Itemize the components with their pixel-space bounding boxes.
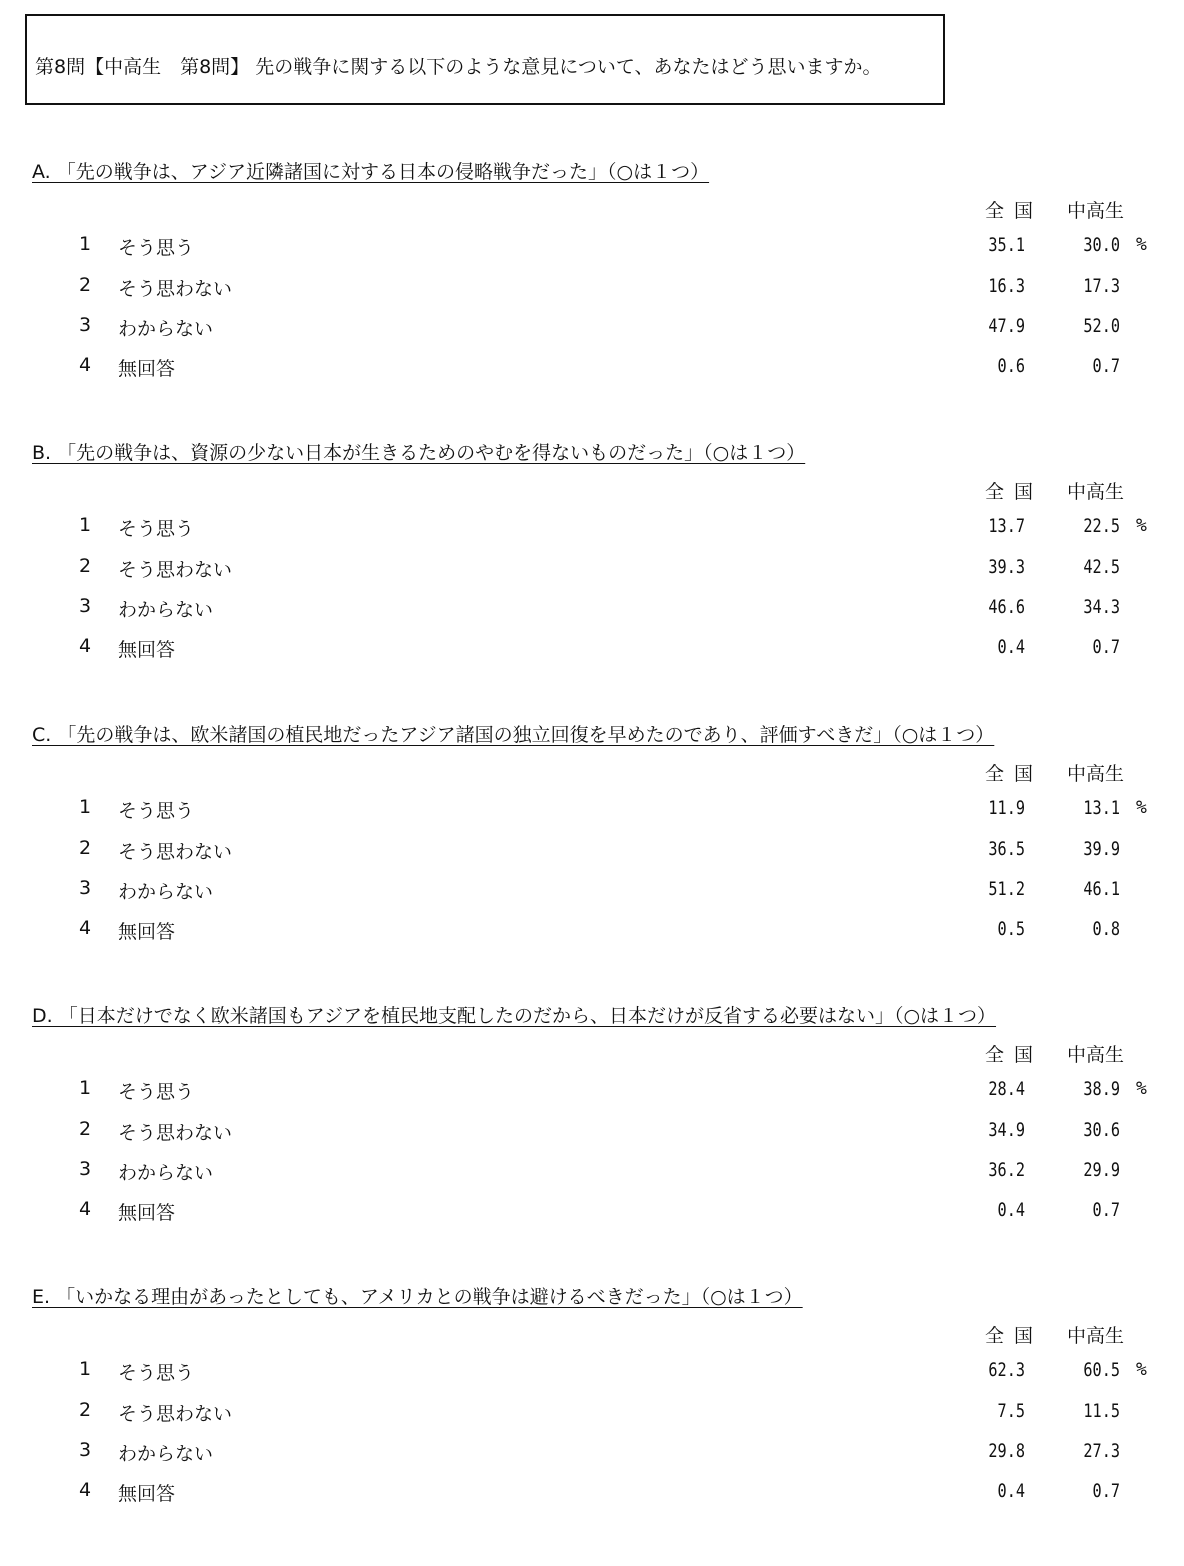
percent-unit: % [1136,515,1147,536]
question-section [0,720,1184,990]
option-label: そう思わない [118,1403,233,1425]
column-header-students: 中高生 [1067,763,1125,785]
column-header-national: 全 国 [985,200,1036,222]
option-label: そう思う [118,518,195,540]
value-students: 30.6 [1083,1119,1120,1141]
question-header-box [25,14,945,105]
option-number: 2 [79,837,92,859]
value-national: 35.1 [988,234,1025,256]
question-header-text: 第8問【中高生 第8問】 先の戦争に関する以下のような意見について、あなたはどう思いますか。 [35,56,882,78]
option-number: 1 [79,1358,92,1380]
percent-unit: % [1136,1359,1147,1380]
option-number: 4 [79,917,92,939]
option-label: そう思う [118,1362,195,1384]
option-label: わからない [118,881,214,903]
table-row [0,274,1184,314]
option-number: 2 [79,1399,92,1421]
value-students: 39.9 [1083,838,1120,860]
question-title: D. 「日本だけでなく欧米諸国もアジアを植民地支配したのだから、日本だけが反省する必要はない」（○は１つ） [32,1005,997,1027]
value-national: 39.3 [988,556,1025,578]
table-row [0,1077,1184,1117]
table-row [0,917,1184,957]
option-number: 2 [79,1118,92,1140]
value-students: 27.3 [1083,1440,1120,1462]
column-header-national: 全 国 [985,763,1036,785]
option-label: わからない [118,1443,214,1465]
table-row [0,1439,1184,1479]
option-label: そう思わない [118,559,233,581]
value-students: 60.5 [1083,1359,1120,1381]
table-row [0,837,1184,877]
question-title: B. 「先の戦争は、資源の少ない日本が生きるためのやむを得ないものだった」（○は１つ） [32,442,806,464]
value-students: 17.3 [1083,275,1120,297]
column-header-students: 中高生 [1067,1325,1125,1347]
option-number: 2 [79,274,92,296]
value-students: 0.7 [1092,1199,1120,1221]
option-label: そう思わない [118,841,233,863]
table-row [0,1158,1184,1198]
value-national: 0.6 [997,355,1025,377]
value-students: 52.0 [1083,315,1120,337]
table-row [0,233,1184,273]
option-number: 2 [79,555,92,577]
table-row [0,796,1184,836]
value-students: 42.5 [1083,556,1120,578]
value-national: 46.6 [988,596,1025,618]
option-number: 4 [79,1479,92,1501]
table-row [0,514,1184,554]
option-number: 1 [79,1077,92,1099]
percent-unit: % [1136,234,1147,255]
value-national: 29.8 [988,1440,1025,1462]
table-row [0,1358,1184,1398]
value-students: 0.7 [1092,1480,1120,1502]
value-students: 0.7 [1092,636,1120,658]
value-national: 11.9 [988,797,1025,819]
option-label: そう思う [118,237,195,259]
value-national: 0.4 [997,1480,1025,1502]
value-students: 0.8 [1092,918,1120,940]
question-title: C. 「先の戦争は、欧米諸国の植民地だったアジア諸国の独立回復を早めたのであり、評価すべきだ」（○は１つ） [32,724,995,746]
table-row [0,1399,1184,1439]
option-label: そう思わない [118,1122,233,1144]
column-header-national: 全 国 [985,1044,1036,1066]
value-national: 51.2 [988,878,1025,900]
value-students: 0.7 [1092,355,1120,377]
option-number: 1 [79,796,92,818]
table-row [0,555,1184,595]
option-label: 無回答 [118,1483,176,1505]
value-national: 0.4 [997,636,1025,658]
value-national: 62.3 [988,1359,1025,1381]
value-national: 47.9 [988,315,1025,337]
option-number: 3 [79,1439,92,1461]
question-title: E. 「いかなる理由があったとしても、アメリカとの戦争は避けるべきだった」（○は１つ） [32,1286,803,1308]
value-students: 30.0 [1083,234,1120,256]
value-students: 34.3 [1083,596,1120,618]
question-section [0,157,1184,427]
option-number: 3 [79,877,92,899]
option-number: 1 [79,514,92,536]
value-students: 11.5 [1083,1400,1120,1422]
value-national: 36.5 [988,838,1025,860]
value-students: 13.1 [1083,797,1120,819]
option-label: そう思わない [118,278,233,300]
option-label: そう思う [118,800,195,822]
table-row [0,595,1184,635]
column-header-students: 中高生 [1067,481,1125,503]
value-national: 36.2 [988,1159,1025,1181]
option-number: 4 [79,1198,92,1220]
column-header-national: 全 国 [985,1325,1036,1347]
value-students: 22.5 [1083,515,1120,537]
column-header-national: 全 国 [985,481,1036,503]
table-row [0,314,1184,354]
option-label: 無回答 [118,1202,176,1224]
question-section [0,1001,1184,1271]
value-national: 16.3 [988,275,1025,297]
option-number: 4 [79,635,92,657]
table-row [0,877,1184,917]
question-section [0,438,1184,708]
value-students: 46.1 [1083,878,1120,900]
value-students: 38.9 [1083,1078,1120,1100]
table-row [0,1118,1184,1158]
value-national: 0.5 [997,918,1025,940]
percent-unit: % [1136,1078,1147,1099]
value-students: 29.9 [1083,1159,1120,1181]
value-national: 34.9 [988,1119,1025,1141]
option-label: わからない [118,599,214,621]
table-row [0,635,1184,675]
table-row [0,354,1184,394]
option-label: 無回答 [118,921,176,943]
value-national: 7.5 [997,1400,1025,1422]
option-label: わからない [118,1162,214,1184]
option-number: 4 [79,354,92,376]
option-label: わからない [118,318,214,340]
option-number: 1 [79,233,92,255]
question-title: A. 「先の戦争は、アジア近隣諸国に対する日本の侵略戦争だった」（○は１つ） [32,161,710,183]
option-label: そう思う [118,1081,195,1103]
table-row [0,1479,1184,1519]
option-label: 無回答 [118,358,176,380]
option-label: 無回答 [118,639,176,661]
column-header-students: 中高生 [1067,200,1125,222]
option-number: 3 [79,314,92,336]
value-national: 28.4 [988,1078,1025,1100]
option-number: 3 [79,1158,92,1180]
percent-unit: % [1136,797,1147,818]
value-national: 0.4 [997,1199,1025,1221]
value-national: 13.7 [988,515,1025,537]
table-row [0,1198,1184,1238]
column-header-students: 中高生 [1067,1044,1125,1066]
option-number: 3 [79,595,92,617]
question-section [0,1282,1184,1552]
